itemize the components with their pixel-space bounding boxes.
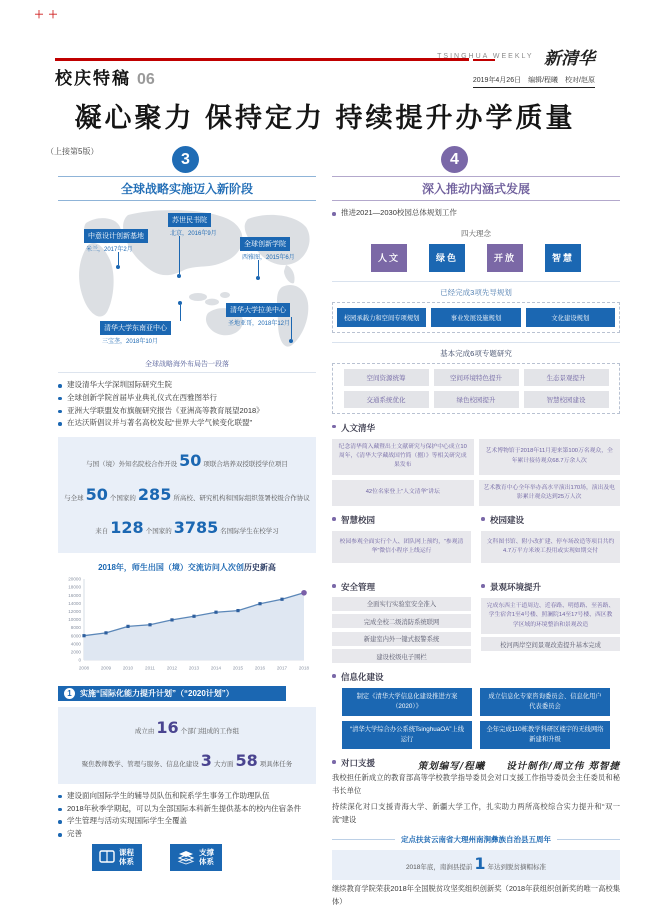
jingguan-section	[481, 573, 620, 663]
stat-text: 与全球	[64, 494, 84, 502]
jianshe-section	[481, 506, 620, 563]
stat-text: 来自	[95, 528, 109, 536]
stat-text: 所高校、研究机构和国际组织签署校级合作协议	[173, 494, 310, 502]
list-item: 建设面向国际学生的辅导员队伍和院系学生事务工作助理队伍	[58, 790, 316, 803]
chart-title-emphasis: 历史新高	[243, 562, 276, 572]
concept-box: 绿色	[429, 244, 465, 272]
stat-line	[62, 478, 312, 512]
stat-text: 与国（境）外知名院校合作开设	[86, 461, 178, 468]
trend-line-chart	[58, 573, 314, 673]
stat-text: 项联合培养双授联授学位项目	[203, 461, 288, 468]
stat-text: 年达到脱贫摘帽标准	[487, 864, 547, 872]
study-item: 绿色校园提升	[434, 391, 519, 408]
svg-text:8000: 8000	[70, 624, 81, 630]
info-row: 校河两岸空间景观改造提升基本完成	[481, 637, 620, 651]
numbered-badge: 1	[64, 688, 75, 699]
continued-note: （上接第5版）	[46, 147, 99, 156]
paragraph: 持续深化对口支援青海大学、新疆大学工作，扎实助力两所高校综合实力提升和“双一流”建设	[332, 801, 620, 824]
info-box: 完成东西主干道周边、近春路、明德路、至善路、学生宿舍1至4号楼、照澜院14至17号楼、西区教学区域的环境整治和景观改造	[481, 598, 620, 634]
list-item: 建设清华大学深圳国际研究生院	[58, 379, 316, 392]
list-item: 完善	[58, 828, 316, 841]
svg-text:2015: 2015	[232, 665, 244, 671]
map-pin-connector	[118, 252, 119, 265]
stat-number: 58	[235, 751, 258, 771]
stat-text: 个国家的	[109, 494, 136, 502]
info-box: 制定《清华大学信息化建设推进方案（2020）》	[342, 688, 472, 716]
program-header-bar	[58, 686, 286, 701]
concept-box: 人文	[371, 244, 407, 272]
map-pin-sub: 三宝垄，2018年10月	[102, 339, 159, 345]
paragraph: 继续教育学院荣获2018年全国脱贫攻坚奖组织创新奖（2018年获组织创新奖的唯一高校集体）	[332, 884, 620, 906]
xinxi-header: 信息化建设	[332, 671, 620, 683]
badge-label: 课程体系	[119, 847, 134, 867]
right-column	[332, 176, 620, 909]
info-box: “清华大学综合办公系统TsinghuaOA”上线运行	[342, 721, 472, 749]
svg-text:2016: 2016	[254, 665, 266, 671]
stat-text: 个部门组成的工作组	[180, 727, 240, 735]
stat-number: 285	[137, 484, 172, 504]
map-pin-dot	[177, 274, 181, 278]
main-headline: 凝心聚力 保持定力 持续提升办学质量	[74, 103, 576, 133]
svg-text:2010: 2010	[122, 665, 134, 671]
svg-text:2009: 2009	[100, 665, 112, 671]
svg-text:2018: 2018	[298, 665, 310, 671]
study-item: 生态景观提升	[524, 369, 609, 386]
study-item: 交通系统优化	[344, 391, 429, 408]
studies-box	[332, 363, 620, 414]
plan-bullet	[332, 207, 620, 220]
studies-header: 基本完成6项专题研究	[440, 348, 512, 358]
brand-chinese-logo: 新清华	[544, 49, 595, 69]
chart-title-text: 2018年，师生出国（境）交流访问人次创	[98, 562, 244, 572]
page-number: 06	[137, 71, 155, 88]
study-item: 空间资源统筹	[344, 369, 429, 386]
svg-text:2011: 2011	[145, 665, 155, 671]
svg-text:18000: 18000	[68, 584, 81, 590]
stat-number: 16	[156, 717, 179, 737]
map-pin-dot	[289, 339, 293, 343]
stat-number: 50	[179, 451, 202, 470]
plan-item: 文化建设规划	[526, 308, 615, 327]
dateline: 2019年4月26日 编辑/程曦 校对/赵原	[473, 75, 595, 88]
program-stats-box	[58, 707, 316, 784]
badge-label: 支撑体系	[199, 847, 214, 867]
fupin-header	[332, 834, 620, 845]
map-pin-dot	[256, 276, 260, 280]
svg-text:20000: 20000	[68, 576, 81, 582]
section-title-text: 校庆特稿	[55, 69, 131, 88]
svg-text:10000: 10000	[68, 616, 81, 622]
stat-number: 3785	[173, 518, 219, 538]
layers-icon	[177, 850, 195, 864]
svg-text:14000: 14000	[68, 600, 81, 606]
registration-marks: ＋＋	[34, 10, 62, 21]
map-pin-dot	[116, 265, 120, 269]
jingguan-header: 景观环境提升	[481, 581, 620, 593]
system-badges	[92, 844, 316, 871]
info-box: 42位名家登上“人文清华”讲坛	[332, 480, 474, 507]
anquan-section	[332, 573, 471, 663]
stat-text: 大方面	[213, 761, 234, 769]
anquan-header: 安全管理	[332, 581, 471, 593]
info-row: 完成全校二级消防系统联网	[332, 614, 471, 628]
info-box: 全年完成110栋教学科研区楼宇的无线网络新建和升级	[480, 721, 610, 749]
info-row: 新建室内外一键式报警系统	[332, 632, 471, 646]
svg-text:16000: 16000	[68, 592, 81, 598]
concept-box: 智慧	[545, 244, 581, 272]
program-header-label: 实施“国际化能力提升计划”（“2020计划”）	[80, 688, 234, 698]
map-pin-sub: 米兰，2017年2月	[86, 247, 133, 253]
stat-number: 3	[200, 751, 212, 771]
section-title	[55, 64, 155, 89]
stat-text: 名国际学生在校学习	[220, 528, 279, 536]
plans-box	[332, 302, 620, 333]
curriculum-system-badge	[92, 844, 142, 871]
divider	[332, 281, 620, 282]
concepts-label: 四大理念	[461, 228, 491, 238]
plan-item: 校园承载力和空间专项规划	[337, 308, 426, 327]
svg-text:2017: 2017	[276, 665, 288, 671]
international-stats-box	[58, 437, 316, 553]
brand-block	[395, 44, 595, 88]
plans-header: 已经完成3项先导规划	[440, 287, 512, 297]
info-row: 全面实行实验室安全准入	[332, 597, 471, 611]
stat-text: 2018年底，南涧县提前	[405, 864, 473, 872]
concept-boxes	[332, 244, 620, 272]
svg-text:2008: 2008	[78, 665, 90, 671]
brand-english: TSINGHUA WEEKLY	[437, 53, 534, 60]
svg-text:2014: 2014	[210, 665, 222, 671]
map-pin-label: 清华大学拉美中心	[226, 303, 290, 317]
map-pin-connector	[179, 236, 180, 274]
map-pin-label: 苏世民书院	[168, 213, 211, 227]
campus-two-col	[332, 506, 620, 663]
world-map	[58, 205, 316, 357]
zhihui-section	[332, 506, 471, 563]
map-pin-sub: 圣地亚哥，2018年12月	[228, 321, 291, 327]
list-item: 在达沃斯倡议并与著名高校发起“世界大学气候变化联盟”	[58, 417, 316, 430]
plan-item: 事业发展设施规划	[431, 308, 520, 327]
info-box: 文科图书馆、附小改扩建、停车场改造等项目共约4.7万平方米竣工投用或实现如期交付	[481, 531, 620, 563]
list-item: 推进2021—2030校园总体规划工作	[332, 207, 620, 220]
left-bullet-list	[58, 379, 316, 430]
renwen-boxes	[332, 439, 620, 506]
zhihui-header: 智慧校园	[332, 514, 471, 526]
list-item: 亚洲大学联盟发布旗舰研究报告《亚洲高等教育展望2018》	[58, 405, 316, 418]
info-box: 成立信息化专家咨询委员会、信息化用户代表委员会	[480, 688, 610, 716]
study-item: 空间环境特色提升	[434, 369, 519, 386]
info-box: 校园参观全面实行个人、团队网上预约，“参观清华”微信小程序上线运行	[332, 531, 471, 563]
section-number-4: 4	[441, 146, 468, 173]
study-item: 智慧校园建设	[524, 391, 609, 408]
support-system-badge	[170, 844, 222, 871]
stat-text: 成立由	[134, 727, 155, 735]
stat-line	[62, 711, 312, 745]
stat-text: 项具体任务	[259, 761, 293, 769]
list-item: 学生管理与活动实现国际学生全覆盖	[58, 815, 316, 828]
map-pin-sub: 西雅图，2015年6月	[242, 255, 295, 261]
list-item: 全球创新学院首届毕业典礼仪式在西雅图举行	[58, 392, 316, 405]
renwen-header: 人文清华	[332, 422, 620, 434]
map-pin-connector	[180, 305, 181, 321]
left-column-title: 全球战略实施迈入新阶段	[58, 176, 316, 201]
xinxi-boxes	[342, 688, 610, 749]
book-icon	[99, 850, 115, 864]
map-pin-label: 全球创新学院	[240, 237, 290, 251]
stat-line	[62, 511, 312, 545]
paragraph: 我校担任新成立的教育部高等学校教学指导委员会对口支援工作指导委员会主任委员和秘书长单位	[332, 773, 620, 796]
chart-title	[58, 562, 316, 573]
right-column-title: 深入推动内涵式发展	[332, 176, 620, 201]
stat-number: 1	[474, 854, 486, 874]
stat-text: 个国家的	[145, 528, 172, 536]
fupin-header-text: 定点扶贫云南省大理州南涧彝族自治县五周年	[401, 835, 551, 845]
svg-text:6000: 6000	[70, 633, 81, 639]
divider	[332, 342, 620, 343]
svg-text:0: 0	[78, 657, 81, 663]
map-pin-sub: 北京，2016年9月	[170, 231, 217, 237]
stat-line	[62, 444, 312, 478]
program-bullet-list	[58, 790, 316, 841]
info-row: 建设校级电子围栏	[332, 649, 471, 663]
svg-text:4000: 4000	[70, 641, 81, 647]
stat-number: 50	[85, 484, 108, 504]
duikou-header: 对口支援	[332, 757, 620, 769]
map-pin-connector	[258, 260, 259, 276]
stat-text: 聚焦教师教学、管理与服务、信息化建设	[81, 761, 199, 769]
fupin-stat-box	[332, 850, 620, 880]
svg-text:2013: 2013	[188, 665, 200, 671]
jianshe-header: 校园建设	[481, 514, 620, 526]
section-number-3: 3	[172, 146, 199, 173]
map-pin-label: 中意设计创新基地	[84, 229, 148, 243]
list-item: 2018年秋季学期起，可以为全部国际本科新生提供基本的校内住宿条件	[58, 803, 316, 816]
info-box: 纪念清华简入藏暨出土文献研究与保护中心成立10周年，《清华大学藏战国竹简（捌）》等相关研究成果发布	[332, 439, 474, 475]
svg-text:2012: 2012	[166, 665, 178, 671]
map-pin-connector	[291, 317, 292, 339]
info-box: 艺术博物馆于2018年11月迎来第100万名观众，全年累计接待观众68.7万余人次	[479, 439, 621, 475]
map-caption: 全球战略海外布局告一段落	[58, 359, 316, 373]
svg-text:12000: 12000	[68, 608, 81, 614]
credits-line: 策划编写/程曦 设计制作/周立伟 郑智捷	[417, 761, 620, 772]
map-pin-dot	[178, 301, 182, 305]
info-box: 艺术教育中心全年举办高水平演出170场，演出及电影累计观众达到25万人次	[479, 480, 621, 507]
concept-box: 开放	[487, 244, 523, 272]
map-pin-label: 清华大学东南亚中心	[100, 321, 171, 335]
svg-text:2000: 2000	[70, 649, 81, 655]
stat-number: 128	[110, 518, 144, 538]
